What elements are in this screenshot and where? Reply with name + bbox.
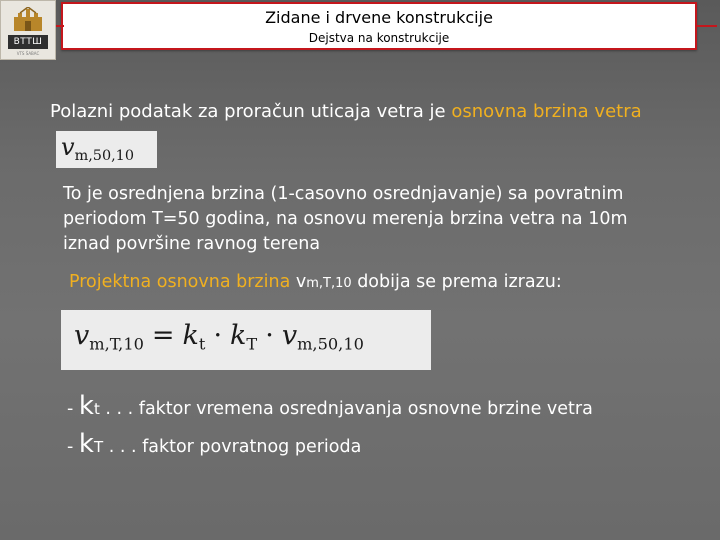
item-desc: . . . faktor vremena osrednjavanja osnovne brzine vetra bbox=[99, 399, 593, 419]
formula1-expression bbox=[61, 133, 134, 164]
item-symbol: k bbox=[78, 391, 94, 421]
formula2-expression bbox=[74, 320, 364, 354]
formula2-k2: k bbox=[230, 320, 247, 351]
formula2-k1-sub: t bbox=[198, 334, 206, 354]
item-sub: t bbox=[93, 400, 100, 418]
logo-subtext: VTS ŠABAC bbox=[16, 51, 40, 56]
paragraph-line: To je osrednjena brzina (1-casovno osrednjavanje) sa povratnim bbox=[63, 184, 624, 204]
header-subtitle: Dejstva na konstrukcije bbox=[308, 31, 450, 45]
item-sub: T bbox=[93, 438, 104, 456]
intro-plain: Polazni podatak za proračun uticaja vetra je bbox=[50, 101, 452, 122]
formula2-v: v bbox=[281, 320, 298, 351]
formula2-dot2: · bbox=[265, 320, 274, 351]
formula2-k1: k bbox=[182, 320, 199, 351]
formula-design-wind-speed bbox=[61, 310, 431, 370]
item-dash: - bbox=[67, 437, 79, 457]
tower-icon bbox=[10, 7, 46, 33]
formula1-var: v bbox=[61, 133, 75, 161]
formula-basic-wind-speed bbox=[56, 131, 157, 168]
list-item bbox=[67, 429, 362, 459]
formula2-equals: = bbox=[151, 320, 175, 351]
header-deco-right bbox=[695, 25, 717, 27]
projection-rest: dobija se prema izrazu: bbox=[351, 272, 562, 292]
paragraph-line: iznad površine ravnog terena bbox=[63, 234, 321, 254]
school-logo bbox=[0, 0, 56, 60]
item-desc: . . . faktor povratnog perioda bbox=[103, 437, 362, 457]
formula1-sub: m,50,10 bbox=[74, 148, 134, 165]
intro-text bbox=[50, 101, 642, 122]
formula2-lhs-var: v bbox=[74, 320, 90, 351]
header-title: Zidane i drvene konstrukcije bbox=[265, 8, 493, 27]
item-symbol: k bbox=[78, 429, 94, 459]
list-item bbox=[67, 391, 593, 421]
definition-paragraph bbox=[63, 182, 628, 257]
formula2-dot1: · bbox=[213, 320, 223, 351]
projection-line bbox=[69, 272, 562, 292]
projection-var: v bbox=[290, 272, 307, 292]
slide-header bbox=[61, 2, 697, 50]
intro-highlight: osnovna brzina vetra bbox=[451, 101, 642, 122]
formula2-lhs-sub: m,T,10 bbox=[89, 334, 144, 354]
paragraph-line: periodom T=50 godina, na osnovu merenja brzina vetra na 10m bbox=[63, 209, 628, 229]
formula2-k2-sub: T bbox=[246, 334, 258, 354]
formula2-v-sub: m,50,10 bbox=[297, 334, 364, 354]
projection-highlight: Projektna osnovna brzina bbox=[69, 272, 291, 292]
logo-plate: ВТТШ bbox=[8, 35, 48, 49]
item-dash: - bbox=[67, 399, 79, 419]
projection-sub: m,T,10 bbox=[306, 276, 352, 291]
